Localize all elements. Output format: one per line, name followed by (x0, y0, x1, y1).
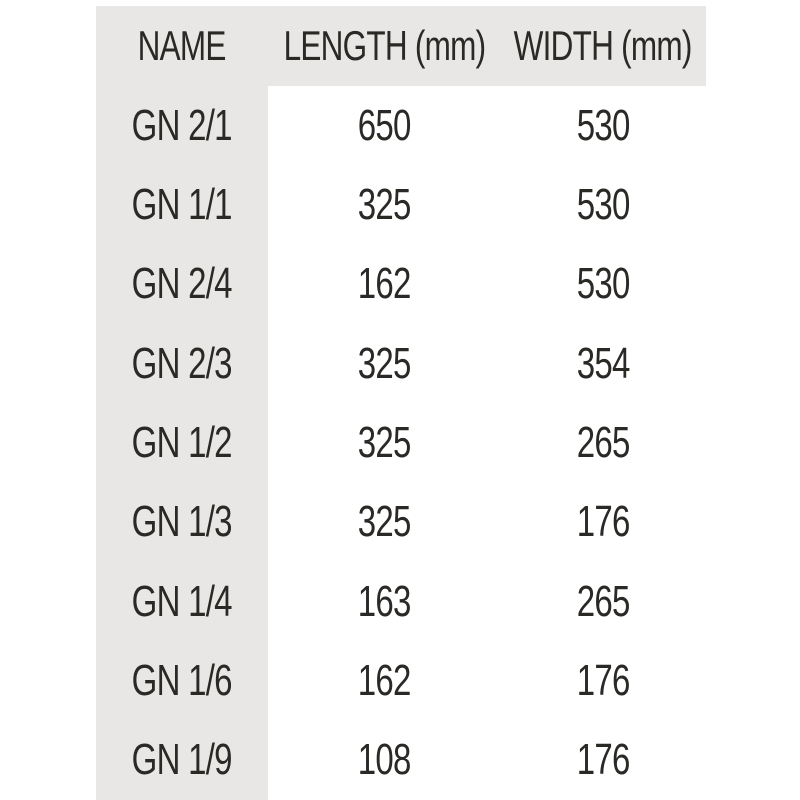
row-width-value: 530 (576, 179, 630, 229)
table-row-width (500, 483, 706, 562)
row-width-value: 176 (576, 497, 630, 547)
row-name-value: GN 2/4 (131, 259, 233, 309)
table-row-name (96, 86, 268, 165)
row-length-value: 108 (357, 735, 411, 785)
row-name-value: GN 2/3 (131, 338, 233, 388)
row-name-value: GN 1/4 (131, 576, 233, 626)
row-width-value: 265 (576, 417, 630, 467)
row-width-value: 265 (576, 576, 630, 626)
table-row-width (500, 562, 706, 641)
table-row-length (268, 562, 500, 641)
row-length-value: 162 (357, 655, 411, 705)
column-header-length-label: LENGTH (mm) (283, 22, 485, 69)
row-name-value: GN 1/2 (131, 417, 233, 467)
table-row-length (268, 324, 500, 403)
row-name-value: GN 1/3 (131, 497, 233, 547)
column-header-name-label: NAME (137, 22, 227, 69)
table-row-length (268, 641, 500, 720)
table-row-name (96, 245, 268, 324)
table-row-length (268, 483, 500, 562)
row-length-value: 325 (357, 338, 411, 388)
row-width-value: 176 (576, 735, 630, 785)
row-width-value: 530 (576, 259, 630, 309)
table-row-length (268, 245, 500, 324)
row-length-value: 325 (357, 417, 411, 467)
row-length-value: 650 (357, 100, 411, 150)
table-row-name (96, 403, 268, 482)
table-row-width (500, 245, 706, 324)
table-row-width (500, 86, 706, 165)
table-row-width (500, 165, 706, 244)
table-row-length (268, 86, 500, 165)
table-row-name (96, 562, 268, 641)
row-length-value: 325 (357, 179, 411, 229)
row-width-value: 176 (576, 655, 630, 705)
row-name-value: GN 2/1 (131, 100, 233, 150)
table-row-width (500, 721, 706, 800)
column-header-width (500, 6, 706, 86)
table-row-length (268, 403, 500, 482)
row-width-value: 530 (576, 100, 630, 150)
table-row-name (96, 324, 268, 403)
table-row-name (96, 483, 268, 562)
table-row-width (500, 641, 706, 720)
row-width-value: 354 (576, 338, 630, 388)
column-header-width-label: WIDTH (mm) (514, 22, 692, 69)
column-header-length (268, 6, 500, 86)
row-length-value: 162 (357, 259, 411, 309)
row-name-value: GN 1/1 (131, 179, 233, 229)
size-table (96, 6, 706, 800)
column-header-name (96, 6, 268, 86)
table-row-length (268, 165, 500, 244)
table-row-width (500, 403, 706, 482)
table-row-name (96, 165, 268, 244)
table-row-width (500, 324, 706, 403)
row-name-value: GN 1/6 (131, 655, 233, 705)
row-name-value: GN 1/9 (131, 735, 233, 785)
table-row-length (268, 721, 500, 800)
row-length-value: 163 (357, 576, 411, 626)
row-length-value: 325 (357, 497, 411, 547)
table-row-name (96, 721, 268, 800)
table-row-name (96, 641, 268, 720)
